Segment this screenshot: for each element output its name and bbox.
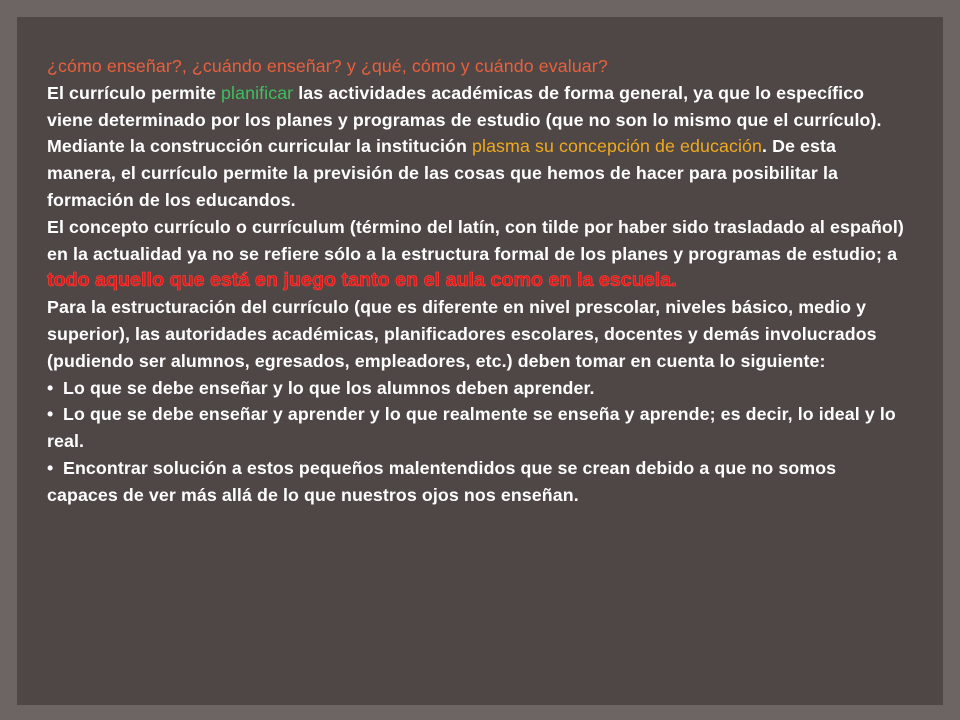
list-item-text: Lo que se debe enseñar y aprender y lo que realmente se enseña y aprende; es decir, lo ideal y lo real. xyxy=(47,404,896,452)
list-item xyxy=(47,455,909,509)
highlight-aula-escuela: todo aquello que está en juego tanto en el aula como en la escuela. xyxy=(47,269,677,292)
slide-text xyxy=(47,53,909,509)
slide-heading: ¿cómo enseñar?, ¿cuándo enseñar? y ¿qué, cómo y cuándo evaluar? xyxy=(47,56,608,76)
list-item-text: Lo que se debe enseñar y lo que los alumnos deben aprender. xyxy=(63,377,595,398)
paragraph-curriculo xyxy=(47,80,909,214)
paragraph-text: El currículo permite xyxy=(47,82,222,103)
highlight-concepcion: plasma su concepción de educación xyxy=(472,136,762,157)
bullet-icon: • xyxy=(47,404,54,425)
paragraph-concepto xyxy=(47,214,909,294)
list-item xyxy=(47,375,909,402)
bullet-icon: • xyxy=(47,377,54,398)
list-item-text: Encontrar solución a estos pequeños malentendidos que se crean debido a que no somos capaces de ver más allá de lo que nuestros ojos nos enseñan. xyxy=(47,457,837,505)
list-item xyxy=(47,401,909,455)
paragraph-text: . De esta manera, el currículo permite la previsión de las cosas que hemos de hacer para posibilitar la formación de los educandos. xyxy=(47,136,838,210)
paragraph-text: El concepto currículo o currículum (término del latín, con tilde por haber sido trasladado al español) en la actualidad ya no se refiere sólo a la estructura formal de los planes y programas de estudio; a xyxy=(47,216,904,264)
slide-panel xyxy=(17,17,943,705)
paragraph-text: las actividades académicas de forma general, ya que lo específico viene determinado por los planes y programas de estudio (que no son lo mismo que el currículo). Mediante la construcción curricular la institución xyxy=(47,82,882,157)
highlight-planificar: planificar xyxy=(221,82,294,103)
bullet-icon: • xyxy=(47,457,54,478)
paragraph-estructuracion: Para la estructuración del currículo (que es diferente en nivel prescolar, niveles básico, medio y superior), las autoridades académicas, planificadores escolares, docentes y demás involucrados (pudiendo ser alumnos, egresados, empleadores, etc.) deben tomar en cuenta lo siguiente: xyxy=(47,297,877,371)
